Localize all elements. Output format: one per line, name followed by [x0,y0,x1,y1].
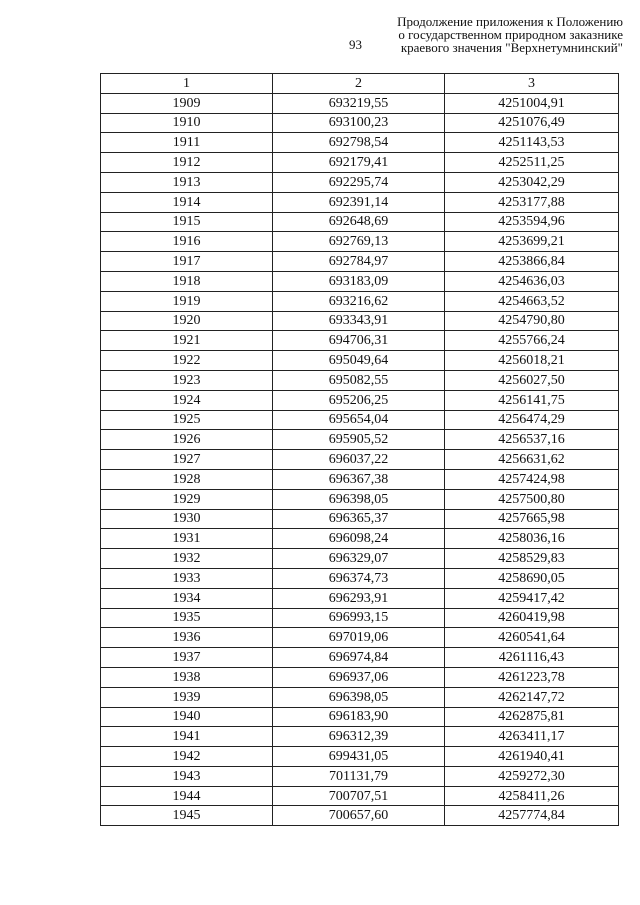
point-number-cell: 1930 [101,509,273,529]
table-row [101,430,619,450]
coordinates-table [100,73,619,826]
y-coordinate-cell: 4259272,30 [445,766,619,786]
table-row [101,529,619,549]
table-row [101,133,619,153]
y-coordinate-cell: 4251004,91 [445,93,619,113]
table-row [101,766,619,786]
point-number-cell: 1933 [101,568,273,588]
point-number-cell: 1936 [101,628,273,648]
table-row [101,608,619,628]
table-row [101,588,619,608]
point-number-cell: 1914 [101,192,273,212]
point-number-cell: 1931 [101,529,273,549]
table-row [101,667,619,687]
y-coordinate-cell: 4262875,81 [445,707,619,727]
table-row [101,291,619,311]
y-coordinate-cell: 4257500,80 [445,489,619,509]
header-line: о государственном природном заказнике [398,27,623,42]
x-coordinate-cell: 692179,41 [273,153,445,173]
point-number-cell: 1924 [101,390,273,410]
y-coordinate-cell: 4252511,25 [445,153,619,173]
point-number-cell: 1917 [101,252,273,272]
point-number-cell: 1941 [101,727,273,747]
point-number-cell: 1912 [101,153,273,173]
x-coordinate-cell: 696993,15 [273,608,445,628]
point-number-cell: 1945 [101,806,273,826]
x-coordinate-cell: 695654,04 [273,410,445,430]
point-number-cell: 1929 [101,489,273,509]
x-coordinate-cell: 693343,91 [273,311,445,331]
x-coordinate-cell: 696974,84 [273,648,445,668]
point-number-cell: 1911 [101,133,273,153]
x-coordinate-cell: 696398,05 [273,687,445,707]
point-number-cell: 1920 [101,311,273,331]
x-coordinate-cell: 696098,24 [273,529,445,549]
point-number-cell: 1909 [101,93,273,113]
table-row [101,351,619,371]
y-coordinate-cell: 4262147,72 [445,687,619,707]
table-row [101,212,619,232]
table-row [101,172,619,192]
x-coordinate-cell: 696037,22 [273,450,445,470]
point-number-cell: 1923 [101,370,273,390]
y-coordinate-cell: 4254663,52 [445,291,619,311]
table-row [101,410,619,430]
y-coordinate-cell: 4261940,41 [445,747,619,767]
x-coordinate-cell: 700707,51 [273,786,445,806]
table-row [101,687,619,707]
table-row [101,311,619,331]
y-coordinate-cell: 4256018,21 [445,351,619,371]
point-number-cell: 1943 [101,766,273,786]
table-row [101,390,619,410]
y-coordinate-cell: 4254636,03 [445,271,619,291]
table-row [101,450,619,470]
x-coordinate-cell: 692798,54 [273,133,445,153]
table-row [101,93,619,113]
x-coordinate-cell: 696365,37 [273,509,445,529]
x-coordinate-cell: 696293,91 [273,588,445,608]
point-number-cell: 1938 [101,667,273,687]
table-header-row [101,74,619,94]
table-row [101,707,619,727]
y-coordinate-cell: 4256474,29 [445,410,619,430]
table-row [101,192,619,212]
point-number-cell: 1937 [101,648,273,668]
x-coordinate-cell: 696398,05 [273,489,445,509]
point-number-cell: 1925 [101,410,273,430]
x-coordinate-cell: 696374,73 [273,568,445,588]
point-number-cell: 1932 [101,549,273,569]
table-row [101,370,619,390]
point-number-cell: 1940 [101,707,273,727]
table-row [101,747,619,767]
y-coordinate-cell: 4257424,98 [445,469,619,489]
point-number-cell: 1939 [101,687,273,707]
y-coordinate-cell: 4260541,64 [445,628,619,648]
x-coordinate-cell: 699431,05 [273,747,445,767]
x-coordinate-cell: 694706,31 [273,331,445,351]
point-number-cell: 1934 [101,588,273,608]
y-coordinate-cell: 4258529,83 [445,549,619,569]
point-number-cell: 1942 [101,747,273,767]
y-coordinate-cell: 4253177,88 [445,192,619,212]
x-coordinate-cell: 692648,69 [273,212,445,232]
point-number-cell: 1918 [101,271,273,291]
x-coordinate-cell: 692784,97 [273,252,445,272]
table-row [101,509,619,529]
y-coordinate-cell: 4253042,29 [445,172,619,192]
point-number-cell: 1916 [101,232,273,252]
table-row [101,331,619,351]
table-row [101,469,619,489]
x-coordinate-cell: 693219,55 [273,93,445,113]
x-coordinate-cell: 692295,74 [273,172,445,192]
y-coordinate-cell: 4255766,24 [445,331,619,351]
y-coordinate-cell: 4263411,17 [445,727,619,747]
x-coordinate-cell: 695049,64 [273,351,445,371]
table-row [101,489,619,509]
point-number-cell: 1913 [101,172,273,192]
table-row [101,232,619,252]
point-number-cell: 1928 [101,469,273,489]
y-coordinate-cell: 4260419,98 [445,608,619,628]
table-row [101,727,619,747]
table-row [101,549,619,569]
point-number-cell: 1944 [101,786,273,806]
column-header: 1 [101,74,273,94]
point-number-cell: 1919 [101,291,273,311]
x-coordinate-cell: 693216,62 [273,291,445,311]
appendix-header [363,15,623,54]
x-coordinate-cell: 696329,07 [273,549,445,569]
column-header: 3 [445,74,619,94]
column-header: 2 [273,74,445,94]
y-coordinate-cell: 4256027,50 [445,370,619,390]
header-line: краевого значения "Верхнетумнинский" [400,40,623,55]
y-coordinate-cell: 4253699,21 [445,232,619,252]
y-coordinate-cell: 4253594,96 [445,212,619,232]
y-coordinate-cell: 4257665,98 [445,509,619,529]
x-coordinate-cell: 695905,52 [273,430,445,450]
point-number-cell: 1926 [101,430,273,450]
y-coordinate-cell: 4253866,84 [445,252,619,272]
x-coordinate-cell: 695206,25 [273,390,445,410]
point-number-cell: 1935 [101,608,273,628]
x-coordinate-cell: 696312,39 [273,727,445,747]
x-coordinate-cell: 697019,06 [273,628,445,648]
y-coordinate-cell: 4256141,75 [445,390,619,410]
point-number-cell: 1922 [101,351,273,371]
table-row [101,153,619,173]
table-row [101,628,619,648]
header-line: Продолжение приложения к Положению [397,14,623,29]
point-number-cell: 1921 [101,331,273,351]
x-coordinate-cell: 693183,09 [273,271,445,291]
y-coordinate-cell: 4259417,42 [445,588,619,608]
x-coordinate-cell: 696367,38 [273,469,445,489]
table-row [101,568,619,588]
x-coordinate-cell: 692769,13 [273,232,445,252]
table-row [101,252,619,272]
y-coordinate-cell: 4261223,78 [445,667,619,687]
table-row [101,113,619,133]
table-row [101,648,619,668]
point-number-cell: 1927 [101,450,273,470]
x-coordinate-cell: 696183,90 [273,707,445,727]
x-coordinate-cell: 695082,55 [273,370,445,390]
table-body [101,93,619,825]
x-coordinate-cell: 692391,14 [273,192,445,212]
x-coordinate-cell: 700657,60 [273,806,445,826]
x-coordinate-cell: 693100,23 [273,113,445,133]
y-coordinate-cell: 4251076,49 [445,113,619,133]
y-coordinate-cell: 4258036,16 [445,529,619,549]
y-coordinate-cell: 4251143,53 [445,133,619,153]
point-number-cell: 1910 [101,113,273,133]
y-coordinate-cell: 4254790,80 [445,311,619,331]
table-row [101,271,619,291]
y-coordinate-cell: 4258690,05 [445,568,619,588]
page-number: 93 [349,37,362,52]
y-coordinate-cell: 4258411,26 [445,786,619,806]
y-coordinate-cell: 4257774,84 [445,806,619,826]
point-number-cell: 1915 [101,212,273,232]
x-coordinate-cell: 696937,06 [273,667,445,687]
table-row [101,786,619,806]
y-coordinate-cell: 4256537,16 [445,430,619,450]
y-coordinate-cell: 4256631,62 [445,450,619,470]
table-row [101,806,619,826]
x-coordinate-cell: 701131,79 [273,766,445,786]
y-coordinate-cell: 4261116,43 [445,648,619,668]
